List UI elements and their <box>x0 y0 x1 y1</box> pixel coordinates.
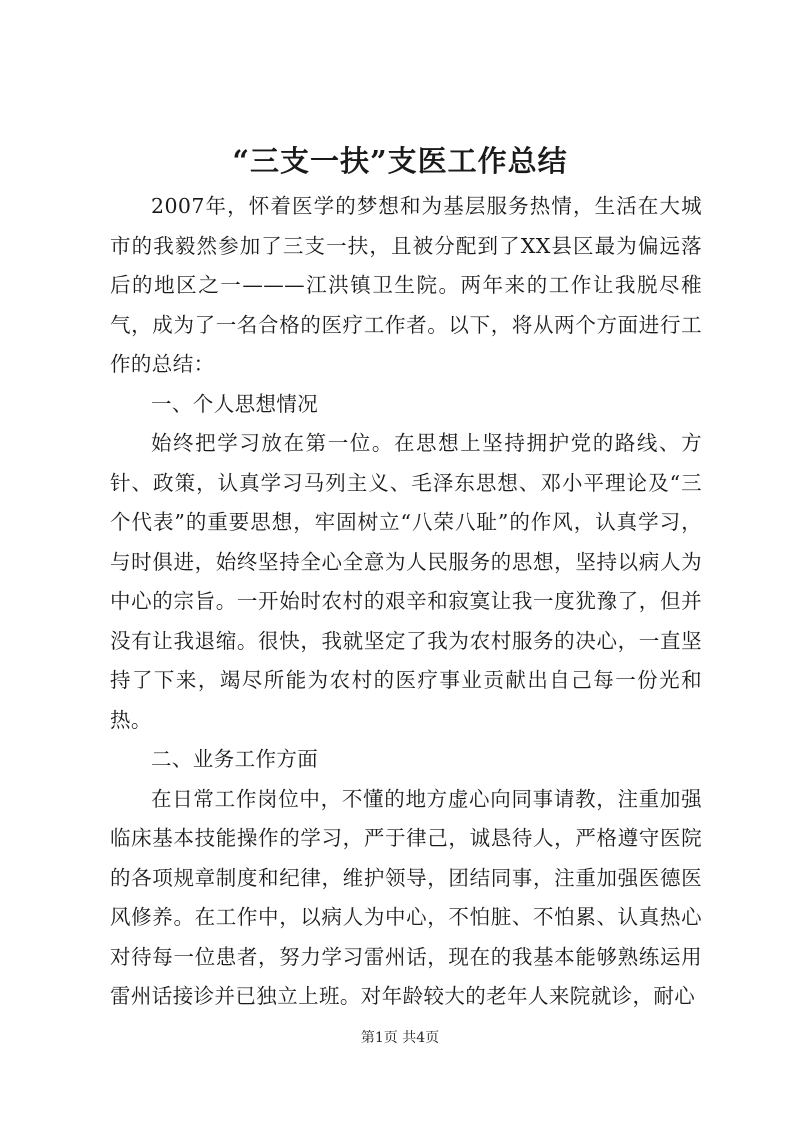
intro-paragraph: 2007年，怀着医学的梦想和为基层服务热情，生活在大城市的我毅然参加了三支一扶，且被分配到了XX县区最为偏远落后的地区之一———江洪镇卫生院。两年来的工作让我脱尽稚气，成为了一名合格的医疗工作者。以下，将从两个方面进行工作的总结： <box>110 194 702 376</box>
work-paragraph: 在日常工作岗位中，不懂的地方虚心向同事请教，注重加强临床基本技能操作的学习，严于律己，诚恳待人，严格遵守医院的各项规章制度和纪律，维护领导，团结同事，注重加强医德医风修养。在工作中，以病人为中心，不怕脏、不怕累、认真热心对待每一位患者，努力学习雷州话，现在的我基本能够熟练运用雷州话接诊并已独立上班。对年龄较大的老年人来院就诊，耐心 <box>110 786 702 1008</box>
section-heading-work: 二、业务工作方面 <box>151 747 319 771</box>
document-body <box>110 187 702 1017</box>
document-title: “三支一扶”支医工作总结 <box>232 144 568 178</box>
personal-thoughts-paragraph: 始终把学习放在第一位。在思想上坚持拥护党的路线、方针、政策，认真学习马列主义、毛泽东思想、邓小平理论及“三个代表”的重要思想，牢固树立“八荣八耻”的作风，认真学习，与时俱进，始终坚持全心全意为人民服务的思想，坚持以病人为中心的宗旨。一开始时农村的艰辛和寂寞让我一度犹豫了，但并没有让我退缩。很快，我就坚定了我为农村服务的决心，一直坚持了下来，竭尽所能为农村的医疗事业贡献出自己每一份光和热。 <box>110 431 702 732</box>
page-footer: 第1页 共4页 <box>360 1030 440 1046</box>
section-heading-personal-thoughts: 一、个人思想情况 <box>151 391 319 416</box>
